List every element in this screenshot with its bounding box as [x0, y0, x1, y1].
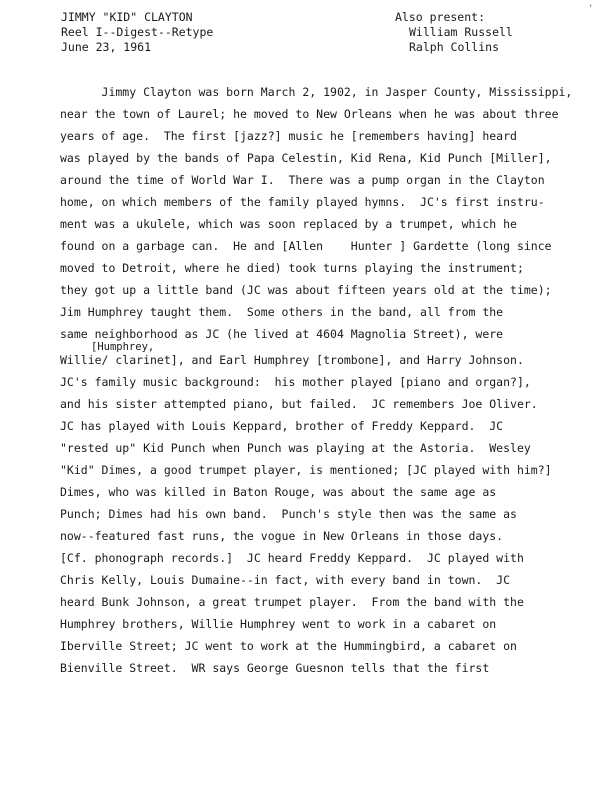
- body-line-9: moved to Detroit, where he died) took turns playing the instrument;: [60, 261, 524, 275]
- body-line-24: heard Bunk Johnson, a great trumpet player. From the band with the: [60, 595, 524, 609]
- body-line-22: [Cf. phonograph records.] JC heard Freddy Keppard. JC played with: [60, 551, 524, 565]
- body-line-14: JC's family music background: his mother played [piano and organ?],: [60, 375, 531, 389]
- header-left: [61, 10, 213, 55]
- body-line-17: "rested up" Kid Punch when Punch was playing at the Astoria. Wesley: [60, 441, 531, 455]
- body-line-26: Iberville Street; JC went to work at the Hummingbird, a cabaret on: [60, 639, 517, 653]
- body-line-27: Bienville Street. WR says George Guesnon tells that the first: [60, 661, 490, 675]
- body-line-25: Humphrey brothers, Willie Humphrey went to work in a cabaret on: [60, 617, 497, 631]
- present-person-1: William Russell: [409, 25, 513, 39]
- body-line-15: and his sister attempted piano, but failed. JC remembers Joe Oliver.: [60, 397, 538, 411]
- body-line-3: years of age. The first [jazz?] music he [remembers having] heard: [60, 129, 517, 143]
- body-line-1: Jimmy Clayton was born March 2, 1902, in Jasper County, Mississippi,: [60, 85, 573, 99]
- interviewee-name: JIMMY "KID" CLAYTON: [61, 10, 193, 24]
- body-line-11: Jim Humphrey taught them. Some others in the band, all from the: [60, 305, 504, 319]
- body-line-5: around the time of World War I. There was a pump organ in the Clayton: [60, 173, 545, 187]
- body-line-10: they got up a little band (JC was about fifteen years old at the time);: [60, 283, 552, 297]
- body-line-8: found on a garbage can. He and [Allen Hunter ] Gardette (long since: [60, 239, 552, 253]
- body-line-18: "Kid" Dimes, a good trumpet player, is mentioned; [JC played with him?]: [60, 463, 552, 477]
- interview-date: June 23, 1961: [61, 40, 152, 54]
- body-line-12: same neighborhood as JC (he lived at 4604 Magnolia Street), were: [60, 327, 504, 341]
- body-line-20: Punch; Dimes had his own band. Punch's style then was the same as: [60, 507, 517, 521]
- also-present-label: Also present:: [395, 10, 486, 24]
- body-line-4: was played by the bands of Papa Celestin, Kid Rena, Kid Punch [Miller],: [60, 151, 552, 165]
- corner-mark: ': [588, 4, 594, 14]
- body-line-6: home, on which members of the family played hymns. JC's first instru-: [60, 195, 545, 209]
- header-right: [395, 10, 513, 55]
- reel-info: Reel I--Digest--Retype: [61, 25, 214, 39]
- body-line-23: Chris Kelly, Louis Dumaine--in fact, with every band in town. JC: [60, 573, 511, 587]
- body-line-13: Willie/ clarinet], and Earl Humphrey [trombone], and Harry Johnson.: [60, 353, 524, 367]
- body-line-2: near the town of Laurel; he moved to New Orleans when he was about three: [60, 107, 559, 121]
- present-person-2: Ralph Collins: [409, 40, 500, 54]
- interlinear-insertion: [Humphrey,: [91, 341, 155, 353]
- body-line-7: ment was a ukulele, which was soon replaced by a trumpet, which he: [60, 217, 517, 231]
- body-line-16: JC has played with Louis Keppard, brother of Freddy Keppard. JC: [60, 419, 504, 433]
- body-line-21: now--featured fast runs, the vogue in New Orleans in those days.: [60, 529, 504, 543]
- body-line-19: Dimes, who was killed in Baton Rouge, was about the same age as: [60, 485, 497, 499]
